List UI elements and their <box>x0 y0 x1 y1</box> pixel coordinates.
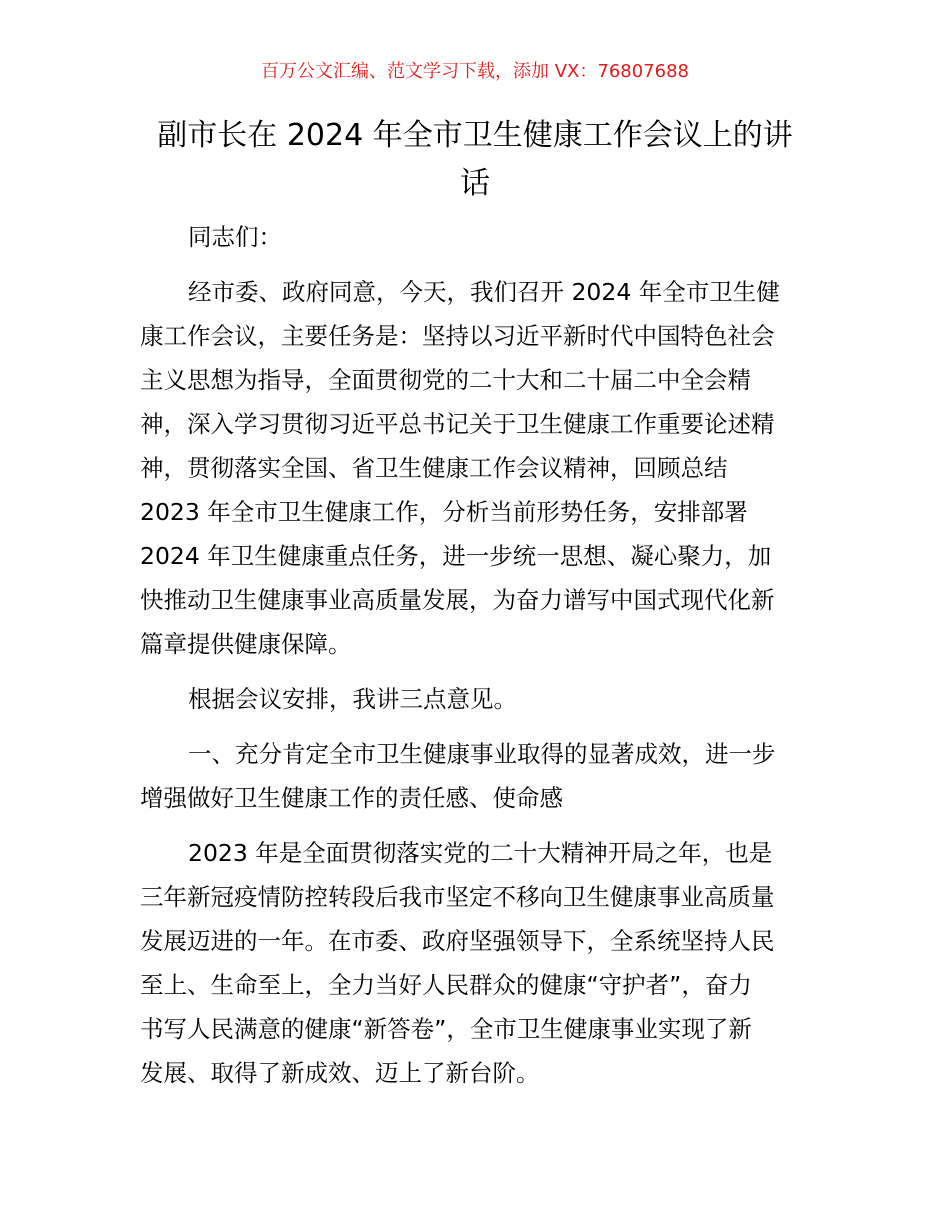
text-line: 快推动卫生健康事业高质量发展，为奋力谱写中国式现代化新 <box>140 586 775 614</box>
text-line: 篇章提供健康保障。 <box>140 630 352 658</box>
text-line: 主义思想为指导，全面贯彻党的二十大和二十届二中全会精 <box>140 366 751 394</box>
salutation-paragraph <box>140 215 812 259</box>
text-line: 神，深入学习贯彻习近平总书记关于卫生健康工作重要论述精 <box>140 410 775 438</box>
review-paragraph <box>140 831 812 1095</box>
title-line: 话 <box>460 166 490 201</box>
document-title <box>140 112 810 208</box>
agenda-paragraph <box>140 677 812 721</box>
text-line: 根据会议安排，我讲三点意见。 <box>188 685 517 713</box>
text-line: 神，贯彻落实全国、省卫生健康工作会议精神，回顾总结 <box>140 454 728 482</box>
text-line: 经市委、政府同意，今天，我们召开 2024 年全市卫生健 <box>188 278 780 306</box>
text-line: 书写人民满意的健康“新答卷”，全市卫生健康事业实现了新 <box>140 1015 752 1043</box>
text-line: 发展迈进的一年。在市委、政府坚强领导下，全系统坚持人民 <box>140 927 775 955</box>
document-body <box>140 215 812 1095</box>
title-line: 副市长在 2024 年全市卫生健康工作会议上的讲 <box>157 118 793 153</box>
text-line: 发展、取得了新成效、迈上了新台阶。 <box>140 1059 540 1087</box>
intro-paragraph <box>140 270 812 666</box>
text-line: 至上、生命至上，全力当好人民群众的健康“守护者”，奋力 <box>140 971 752 999</box>
text-line: 2024 年卫生健康重点任务，进一步统一思想、凝心聚力，加 <box>140 542 772 570</box>
text-line: 三年新冠疫情防控转段后我市坚定不移向卫生健康事业高质量 <box>140 883 775 911</box>
text-line: 一、充分肯定全市卫生健康事业取得的显著成效，进一步 <box>188 740 776 768</box>
text-line: 同志们： <box>188 223 282 251</box>
text-line: 2023 年是全面贯彻落实党的二十大精神开局之年，也是 <box>188 839 773 867</box>
watermark-header: 百万公文汇编、范文学习下载，添加 VX：76807688 <box>261 61 689 82</box>
section-heading-1 <box>140 732 812 820</box>
text-line: 康工作会议，主要任务是：坚持以习近平新时代中国特色社会 <box>140 322 775 350</box>
text-line: 增强做好卫生健康工作的责任感、使命感 <box>140 784 563 812</box>
text-line: 2023 年全市卫生健康工作，分析当前形势任务，安排部署 <box>140 498 748 526</box>
